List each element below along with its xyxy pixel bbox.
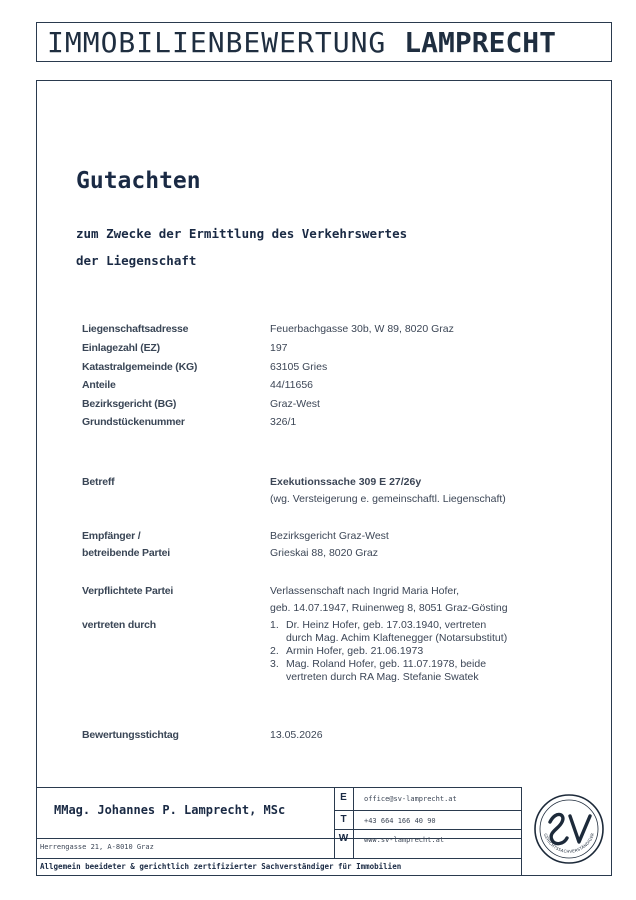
web-letter: W — [338, 833, 349, 844]
verpflichtete-label: Verpflichtete Partei — [82, 585, 174, 597]
property-label: Bezirksgericht (BG) — [82, 398, 177, 410]
property-value: Graz-West — [270, 398, 320, 410]
email-link[interactable]: office@sv-lamprecht.at — [364, 795, 457, 803]
phone-link[interactable]: +43 664 166 40 90 — [364, 817, 436, 825]
firm-header — [36, 22, 612, 62]
verpflichtete-value-2: geb. 14.07.1947, Ruinenweg 8, 8051 Graz-Gösting — [270, 602, 508, 614]
footer-divider — [36, 838, 522, 839]
list-item-line: Dr. Heinz Hofer, geb. 17.03.1940, vertreten — [286, 619, 487, 631]
firm-name-bold: LAMPRECHT — [404, 25, 557, 59]
expert-address: Herrengasse 21, A-8010 Graz — [40, 843, 154, 851]
empfaenger-label: Empfänger / — [82, 530, 141, 542]
footer-divider — [334, 829, 522, 830]
sv-seal-logo — [532, 792, 606, 866]
list-item-line: Mag. Roland Hofer, geb. 11.07.1978, beide — [286, 658, 487, 670]
footer-divider — [353, 787, 354, 858]
stichtag-value: 13.05.2026 — [270, 729, 323, 741]
expert-name: MMag. Johannes P. Lamprecht, MSc — [54, 803, 286, 817]
document-subtitle-line1: zum Zwecke der Ermittlung des Verkehrswertes — [76, 226, 408, 241]
property-value: Feuerbachgasse 30b, W 89, 8020 Graz — [270, 323, 454, 335]
list-item-number: 2. — [270, 645, 279, 657]
list-item-line: vertreten durch RA Mag. Stefanie Swatek — [286, 671, 479, 683]
footer-divider — [36, 787, 522, 788]
betreff-case-number: Exekutionssache 309 E 27/26y — [270, 476, 422, 488]
firm-name-light: IMMOBILIENBEWERTUNG — [47, 25, 387, 59]
list-item — [270, 645, 507, 658]
email-letter: E — [340, 792, 347, 803]
betreff-label: Betreff — [82, 476, 115, 488]
footer-divider — [521, 787, 522, 876]
vertreten-label: vertreten durch — [82, 619, 157, 631]
list-item — [270, 658, 507, 684]
empfaenger-court: Bezirksgericht Graz-West — [270, 530, 389, 542]
footer-divider — [36, 858, 522, 859]
property-label: Katastralgemeinde (KG) — [82, 361, 198, 373]
property-label: Einlagezahl (EZ) — [82, 342, 160, 354]
stichtag-label: Bewertungsstichtag — [82, 729, 179, 741]
property-value: 44/11656 — [270, 379, 314, 391]
document-title: Gutachten — [76, 168, 201, 194]
empfaenger-address: Grieskai 88, 8020 Graz — [270, 547, 378, 559]
list-item-line: durch Mag. Achim Klaftenegger (Notarsubstitut) — [286, 632, 508, 644]
list-item-line: Armin Hofer, geb. 21.06.1973 — [286, 645, 424, 657]
betreff-description: (wg. Versteigerung e. gemeinschaftl. Liegenschaft) — [270, 493, 506, 505]
website-link[interactable]: www.sv-lamprecht.at — [364, 836, 445, 844]
list-item-number: 3. — [270, 658, 279, 670]
empfaenger-label-2: betreibende Partei — [82, 547, 171, 559]
list-item — [270, 619, 507, 645]
list-item-number: 1. — [270, 619, 279, 631]
property-label: Anteile — [82, 379, 116, 391]
property-value: 63105 Gries — [270, 361, 328, 373]
expert-tagline: Allgemein beeideter & gerichtlich zertifizierter Sachverständiger für Immobilien — [40, 862, 402, 871]
phone-letter: T — [340, 814, 347, 825]
property-label: Grundstückenummer — [82, 416, 185, 428]
seal-ring-text: GERICHTSSACHVERSTÄNDIGER — [542, 832, 596, 854]
verpflichtete-value: Verlassenschaft nach Ingrid Maria Hofer, — [270, 585, 460, 597]
property-value: 197 — [270, 342, 288, 354]
property-label: Liegenschaftsadresse — [82, 323, 189, 335]
vertreten-list — [270, 619, 507, 684]
document-subtitle-line2: der Liegenschaft — [76, 253, 197, 268]
property-value: 326/1 — [270, 416, 297, 428]
footer-divider — [334, 810, 522, 811]
